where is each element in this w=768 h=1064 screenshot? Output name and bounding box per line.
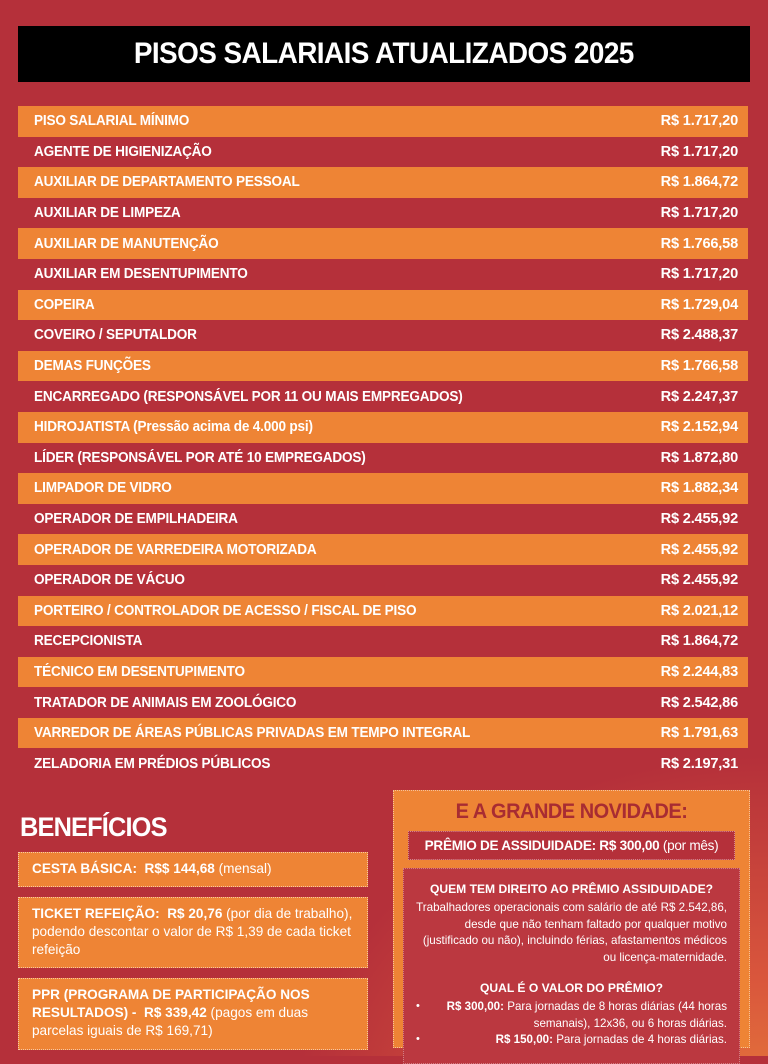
job-salary-value: R$ 1.791,63 bbox=[660, 725, 738, 742]
job-title: ENCARREGADO (RESPONSÁVEL POR 11 OU MAIS EMPREGADOS) bbox=[34, 388, 463, 405]
benefit-label: TICKET REFEIÇÃO: bbox=[32, 906, 160, 922]
salary-table bbox=[18, 106, 748, 779]
job-salary-value: R$ 2.455,92 bbox=[660, 541, 738, 558]
benefit-item bbox=[18, 897, 368, 968]
job-title: HIDROJATISTA (Pressão acima de 4.000 psi) bbox=[34, 419, 313, 436]
job-title: TRATADOR DE ANIMAIS EM ZOOLÓGICO bbox=[34, 694, 297, 711]
benefit-note: (pagos em duas parcelas iguais de R$ 169,71) bbox=[32, 1005, 309, 1039]
job-salary-value: R$ 2.244,83 bbox=[660, 663, 738, 680]
benefit-amount: R$$ 144,68 bbox=[144, 861, 215, 876]
novidade-title: E A GRANDE NOVIDADE: bbox=[455, 800, 688, 823]
job-title: PORTEIRO / CONTROLADOR DE ACESSO / FISCAL DE PISO bbox=[34, 602, 417, 619]
job-title: OPERADOR DE VARREDEIRA MOTORIZADA bbox=[34, 541, 317, 558]
benefits-section bbox=[18, 812, 368, 1060]
premio-label: PRÊMIO DE ASSIDUIDADE: R$ 300,00 bbox=[424, 837, 660, 853]
job-salary-value: R$ 1.864,72 bbox=[660, 633, 738, 650]
table-row bbox=[18, 748, 748, 779]
table-row bbox=[18, 290, 748, 321]
answer-direito: Trabalhadores operacionais com salário de até R$ 2.542,86, desde que não tenham faltado por qualquer motivo (justificado ou não), incluindo férias, afastamentos médicos ou licença-maternidade. bbox=[416, 901, 727, 964]
benefit-item bbox=[18, 852, 368, 887]
job-salary-value: R$ 1.766,58 bbox=[660, 358, 738, 375]
job-salary-value: R$ 2.455,92 bbox=[660, 572, 738, 589]
table-row bbox=[18, 228, 748, 259]
job-salary-value: R$ 1.729,04 bbox=[660, 296, 738, 313]
premio-bullet bbox=[416, 1032, 727, 1048]
job-salary-value: R$ 2.455,92 bbox=[660, 511, 738, 528]
job-salary-value: R$ 2.197,31 bbox=[660, 755, 738, 772]
table-row bbox=[18, 504, 748, 535]
job-title: OPERADOR DE EMPILHADEIRA bbox=[34, 511, 238, 528]
question-direito: QUEM TEM DIREITO AO PRÊMIO ASSIDUIDADE? bbox=[429, 882, 714, 896]
job-title: LIMPADOR DE VIDRO bbox=[34, 480, 172, 497]
job-title: AUXILIAR DE DEPARTAMENTO PESSOAL bbox=[34, 174, 300, 191]
premio-bullet-list bbox=[416, 999, 727, 1048]
table-row bbox=[18, 596, 748, 627]
job-salary-value: R$ 1.864,72 bbox=[660, 174, 738, 191]
table-row bbox=[18, 657, 748, 688]
table-row bbox=[18, 534, 748, 565]
benefit-note: (por dia de trabalho), podendo descontar o valor de R$ 1,39 de cada ticket refeição bbox=[32, 906, 353, 958]
job-title: AUXILIAR DE LIMPEZA bbox=[34, 205, 181, 222]
premio-note: (por mês) bbox=[662, 837, 719, 853]
bullet-description: Para jornadas de 8 horas diárias (44 horas semanais), 12x36, ou 6 horas diárias. bbox=[507, 1000, 727, 1030]
table-row bbox=[18, 412, 748, 443]
page-title: PISOS SALARIAIS ATUALIZADOS 2025 bbox=[134, 37, 634, 70]
job-title: COVEIRO / SEPUTALDOR bbox=[34, 327, 197, 344]
job-title: OPERADOR DE VÁCUO bbox=[34, 572, 185, 589]
job-title: PISO SALARIAL MÍNIMO bbox=[34, 113, 190, 130]
benefit-amount: R$ 20,76 bbox=[167, 906, 223, 922]
job-salary-value: R$ 2.021,12 bbox=[660, 602, 738, 619]
benefit-label: CESTA BÁSICA: bbox=[32, 861, 137, 876]
table-row bbox=[18, 320, 748, 351]
bullet-text-wrap bbox=[428, 1032, 727, 1048]
table-row bbox=[18, 351, 748, 382]
premio-bullet bbox=[416, 999, 727, 1032]
page-title-bar bbox=[18, 26, 750, 82]
job-title: VARREDOR DE ÁREAS PÚBLICAS PRIVADAS EM TEMPO INTEGRAL bbox=[34, 725, 471, 742]
benefit-item bbox=[18, 978, 368, 1049]
job-title: ZELADORIA EM PRÉDIOS PÚBLICOS bbox=[34, 755, 271, 772]
benefit-amount: R$ 339,42 bbox=[144, 1005, 207, 1021]
table-row bbox=[18, 106, 748, 137]
question-valor: QUAL É O VALOR DO PRÊMIO? bbox=[480, 980, 663, 995]
table-row bbox=[18, 687, 748, 718]
novidade-body bbox=[403, 868, 740, 1064]
table-row bbox=[18, 198, 748, 229]
bullet-text-wrap bbox=[428, 999, 727, 1032]
table-row bbox=[18, 137, 748, 168]
job-salary-value: R$ 2.542,86 bbox=[660, 694, 738, 711]
benefit-note: (mensal) bbox=[218, 861, 272, 876]
bullet-dot-icon: • bbox=[416, 1033, 420, 1046]
job-title: LÍDER (RESPONSÁVEL POR ATÉ 10 EMPREGADOS) bbox=[34, 449, 366, 466]
table-row bbox=[18, 473, 748, 504]
job-salary-value: R$ 2.247,37 bbox=[660, 388, 738, 405]
job-salary-value: R$ 1.717,20 bbox=[660, 205, 738, 222]
table-row bbox=[18, 443, 748, 474]
benefit-label: PPR (PROGRAMA DE PARTICIPAÇÃO NOS RESULTADOS) - bbox=[32, 987, 310, 1021]
job-salary-value: R$ 1.717,20 bbox=[660, 113, 738, 130]
job-title: AUXILIAR DE MANUTENÇÃO bbox=[34, 235, 219, 252]
job-salary-value: R$ 1.717,20 bbox=[660, 266, 738, 283]
job-title: RECEPCIONISTA bbox=[34, 633, 143, 650]
bullet-amount: R$ 300,00: bbox=[446, 1000, 504, 1014]
job-title: DEMAS FUNÇÕES bbox=[34, 358, 151, 375]
table-row bbox=[18, 381, 748, 412]
job-salary-value: R$ 2.488,37 bbox=[660, 327, 738, 344]
benefits-title: BENEFÍCIOS bbox=[20, 812, 167, 842]
bullet-amount: R$ 150,00: bbox=[495, 1033, 553, 1047]
table-row bbox=[18, 565, 748, 596]
job-title: AGENTE DE HIGIENIZAÇÃO bbox=[34, 143, 212, 160]
job-salary-value: R$ 2.152,94 bbox=[660, 419, 738, 436]
novidade-panel bbox=[393, 790, 750, 1048]
premio-bar bbox=[408, 831, 735, 860]
job-salary-value: R$ 1.766,58 bbox=[660, 235, 738, 252]
job-title: AUXILIAR EM DESENTUPIMENTO bbox=[34, 266, 248, 283]
table-row bbox=[18, 259, 748, 290]
bullet-description: Para jornadas de 4 horas diárias. bbox=[556, 1033, 727, 1047]
job-salary-value: R$ 1.717,20 bbox=[660, 143, 738, 160]
table-row bbox=[18, 167, 748, 198]
job-salary-value: R$ 1.882,34 bbox=[660, 480, 738, 497]
table-row bbox=[18, 626, 748, 657]
bullet-dot-icon: • bbox=[416, 1000, 420, 1013]
job-salary-value: R$ 1.872,80 bbox=[660, 449, 738, 466]
job-title: TÉCNICO EM DESENTUPIMENTO bbox=[34, 663, 245, 680]
benefits-list bbox=[18, 852, 368, 1050]
job-title: COPEIRA bbox=[34, 296, 95, 313]
table-row bbox=[18, 718, 748, 749]
